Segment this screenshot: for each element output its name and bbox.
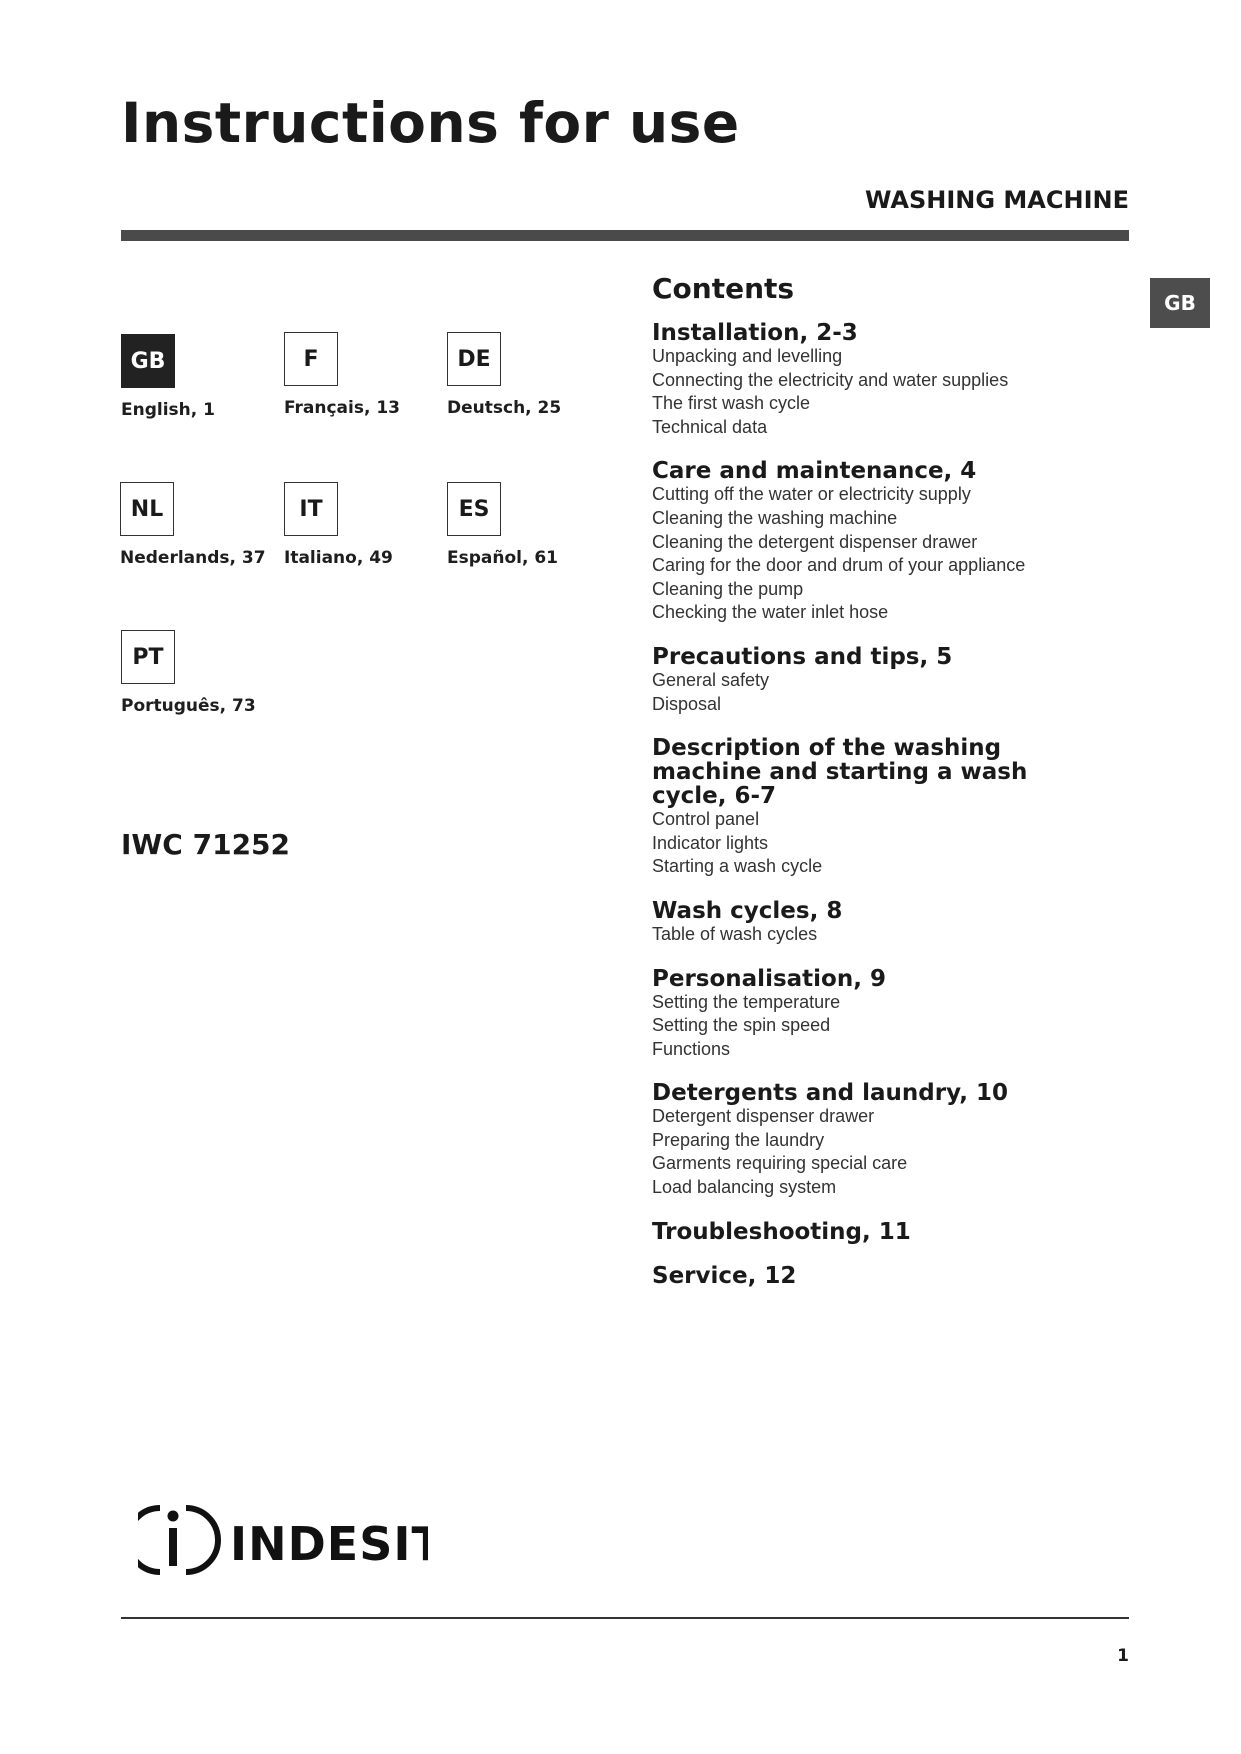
section-title[interactable]: Installation, 2-3 (652, 320, 858, 346)
section-item-list (652, 1105, 1122, 1199)
contents-section (652, 899, 1122, 947)
section-item[interactable]: Technical data (652, 416, 768, 437)
section-item-list (652, 808, 1122, 879)
section-title[interactable]: Care and maintenance, 4 (652, 458, 977, 485)
product-type: WASHING MACHINE (865, 186, 1129, 214)
language-code-box: IT (284, 482, 338, 536)
section-item[interactable]: Disposal (652, 693, 722, 714)
page-number: 1 (1117, 1646, 1129, 1666)
section-title[interactable]: Service, 12 (652, 1262, 797, 1289)
language-es[interactable] (447, 482, 558, 568)
section-item[interactable]: General safety (652, 669, 770, 690)
section-title[interactable]: Personalisation, 9 (652, 965, 886, 992)
section-item[interactable]: Unpacking and levelling (652, 346, 843, 366)
section-title[interactable]: Detergents and laundry, 10 (652, 1080, 1009, 1107)
section-item[interactable]: Detergent dispenser drawer (652, 1106, 875, 1127)
language-label: Español, 61 (447, 548, 559, 568)
section-item[interactable]: Setting the spin speed (652, 1015, 831, 1036)
language-f[interactable] (284, 332, 400, 418)
contents-section (652, 967, 1122, 1062)
contents-section (652, 1220, 1122, 1244)
language-nl[interactable] (120, 482, 266, 568)
section-item[interactable]: Functions (652, 1038, 731, 1059)
contents-sections (652, 321, 1122, 1288)
section-item[interactable]: Checking the water inlet hose (652, 602, 889, 623)
section-item-list (652, 483, 1122, 625)
language-label: Deutsch, 25 (447, 398, 562, 418)
language-code-box: GB (121, 334, 175, 388)
section-item[interactable]: Garments requiring special care (652, 1153, 908, 1174)
svg-text:INDESIT: INDESIT (230, 1517, 428, 1571)
section-item-list (652, 923, 1122, 947)
contents-section (652, 736, 1122, 879)
section-item[interactable]: Indicator lights (652, 832, 769, 853)
contents-section (652, 1264, 1122, 1288)
language-tab-gb[interactable]: GB (1150, 278, 1210, 328)
section-item-list (652, 669, 1122, 716)
section-item[interactable]: The first wash cycle (652, 393, 811, 414)
section-item[interactable]: Load balancing system (652, 1177, 837, 1198)
section-item-list (652, 345, 1122, 439)
section-item[interactable]: Cleaning the detergent dispenser drawer (652, 531, 978, 552)
contents-heading: Contents (652, 272, 795, 305)
language-code-box: F (284, 332, 338, 386)
power-i-icon (138, 1500, 428, 1580)
section-item[interactable]: Cleaning the washing machine (652, 507, 898, 528)
model-number: IWC 71252 (121, 828, 291, 861)
language-label: Português, 73 (121, 696, 256, 716)
contents-section (652, 321, 1122, 439)
language-label: Nederlands, 37 (120, 548, 266, 568)
section-item[interactable]: Connecting the electricity and water supplies (652, 369, 1009, 390)
language-label: Italiano, 49 (284, 548, 393, 568)
language-code-box: PT (121, 630, 175, 684)
section-title[interactable]: Precautions and tips, 5 (652, 643, 953, 670)
language-code-box: DE (447, 332, 501, 386)
section-title[interactable]: Description of the washing machine and starting a wash cycle, 6-7 (652, 735, 1028, 810)
footer-divider (121, 1617, 1129, 1619)
language-pt[interactable] (121, 630, 256, 716)
section-item[interactable]: Setting the temperature (652, 991, 841, 1012)
section-item-list (652, 991, 1122, 1062)
language-label: English, 1 (121, 400, 215, 420)
header-divider (121, 230, 1129, 241)
table-of-contents (652, 272, 1122, 1308)
brand-logo (138, 1500, 428, 1585)
section-item[interactable]: Caring for the door and drum of your appliance (652, 555, 1026, 576)
page-title: Instructions for use (121, 91, 740, 155)
contents-section (652, 1081, 1122, 1199)
section-item[interactable]: Cutting off the water or electricity supply (652, 484, 971, 505)
language-de[interactable] (447, 332, 561, 418)
section-item[interactable]: Cleaning the pump (652, 578, 804, 599)
language-label: Français, 13 (284, 398, 401, 418)
language-gb[interactable] (121, 334, 215, 420)
contents-section (652, 459, 1122, 625)
section-item[interactable]: Preparing the laundry (652, 1129, 825, 1150)
section-title[interactable]: Wash cycles, 8 (652, 897, 843, 924)
section-item[interactable]: Starting a wash cycle (652, 856, 823, 877)
contents-section (652, 645, 1122, 716)
language-code-box: ES (447, 482, 501, 536)
section-item[interactable]: Table of wash cycles (652, 923, 818, 944)
language-code-box: NL (120, 482, 174, 536)
section-item[interactable]: Control panel (652, 809, 760, 830)
language-it[interactable] (284, 482, 393, 568)
section-title[interactable]: Troubleshooting, 11 (652, 1218, 911, 1245)
